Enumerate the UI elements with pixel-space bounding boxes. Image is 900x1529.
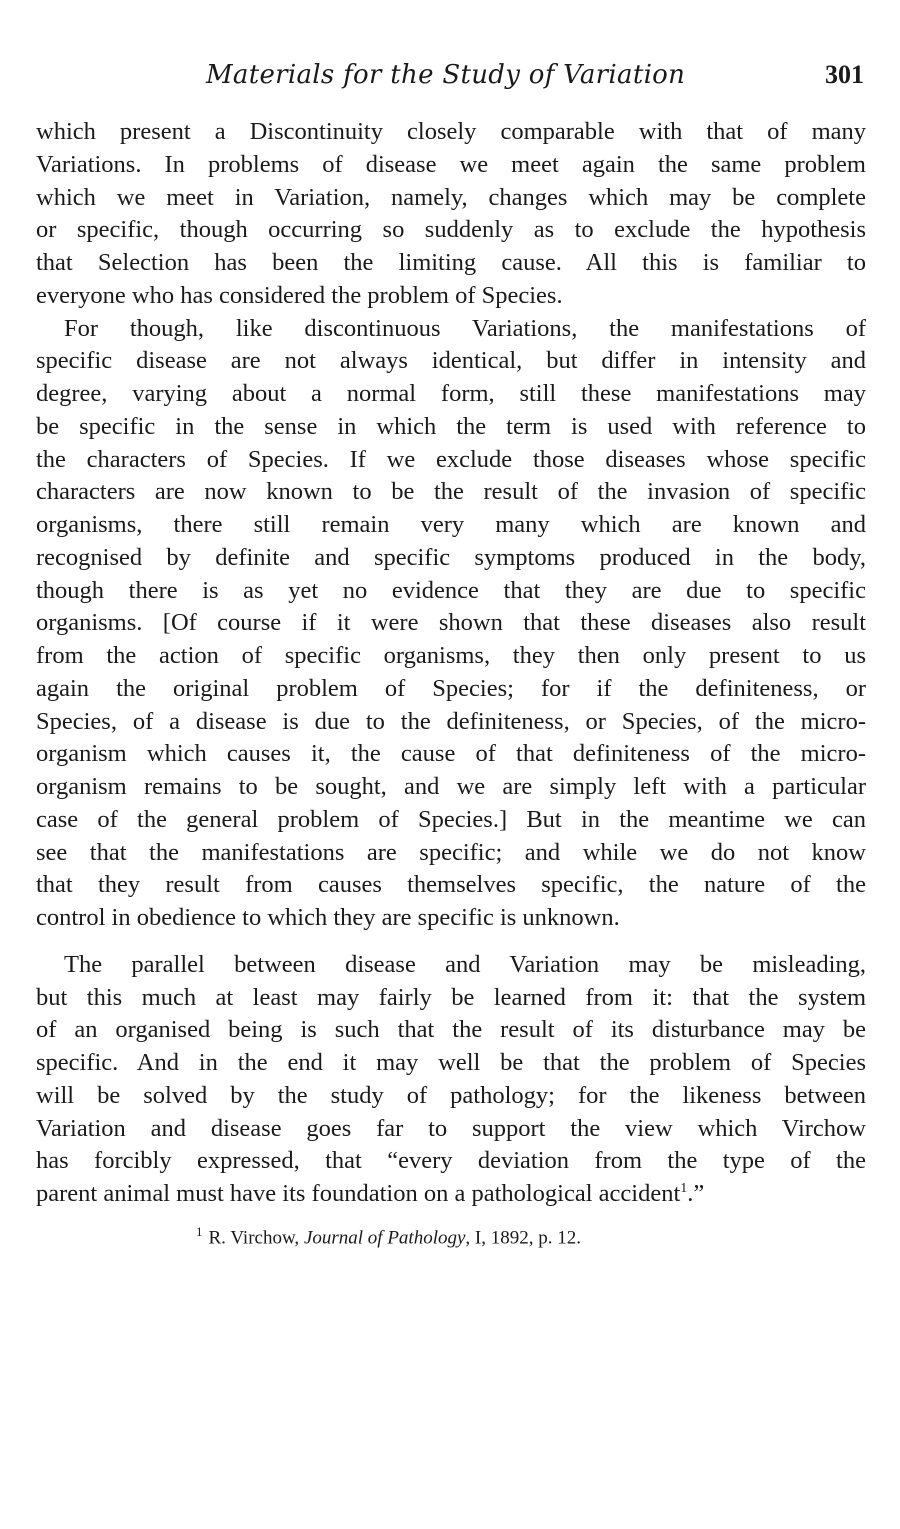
footnote-reference[interactable]: 1 — [680, 1180, 688, 1196]
text-line: control in obedience to which they are specific is unknown. — [36, 904, 620, 931]
text-line: organism which causes it, the cause of that definiteness of the micro- — [36, 740, 866, 768]
text-line: though there is as yet no evidence that they are due to specific — [36, 576, 866, 604]
text-line: that they result from causes themselves specific, the nature of the — [36, 871, 866, 899]
text-line: again the original problem of Species; for if the definiteness, or — [36, 674, 866, 702]
text-line: but this much at least may fairly be learned from it: that the system — [36, 983, 866, 1011]
text-line: Species, of a disease is due to the definiteness, or Species, of the micro- — [36, 707, 866, 735]
text-line: of an organised being is such that the result of its disturbance may be — [36, 1016, 866, 1044]
text-line: has forcibly expressed, that “every deviation from the type of the — [36, 1147, 866, 1175]
text-line: be specific in the sense in which the term is used with reference to — [36, 412, 866, 440]
footnote-mark: 1 — [196, 1223, 203, 1239]
text-line: degree, varying about a normal form, still these manifestations may — [36, 380, 866, 407]
text-line: the characters of Species. If we exclude those diseases whose specific — [36, 445, 866, 473]
text-line: Variation and disease goes far to support the view which Virchow — [36, 1114, 866, 1142]
text-line: The parallel between disease and Variation may be misleading, — [64, 950, 866, 978]
footnote-journal: Journal of Pathology — [303, 1227, 466, 1249]
text-line: case of the general problem of Species.] But in the meantime we can — [36, 805, 866, 833]
text-line: everyone who has considered the problem of Species. — [36, 281, 563, 309]
footnote — [36, 1219, 866, 1251]
text-line: specific. And in the end it may well be that the problem of Species — [36, 1049, 866, 1076]
text-line: Variations. In problems of disease we meet again the same problem — [36, 150, 866, 178]
footnote-author: R. Virchow, — [208, 1227, 304, 1249]
text-line: which we meet in Variation, namely, changes which may be complete — [36, 183, 866, 211]
page-number: 301 — [825, 60, 864, 89]
page-header — [36, 56, 866, 100]
closing-quote: .” — [687, 1180, 705, 1207]
text-line: or specific, though occurring so suddenly as to exclude the hypothesis — [36, 216, 866, 244]
text-line: parent animal must have its foundation on a pathological accident — [36, 1180, 681, 1207]
text-line: characters are now known to be the result of the invasion of specific — [36, 478, 866, 506]
text-line: specific disease are not always identical, but differ in intensity and — [36, 347, 866, 375]
text-line: recognised by definite and specific symptoms produced in the body, — [36, 543, 866, 571]
text-line: For though, like discontinuous Variations, the manifestations of — [64, 314, 866, 342]
text-line: organisms. [Of course if it were shown that these diseases also result — [36, 609, 866, 637]
text-line: which present a Discontinuity closely comparable with that of many — [36, 118, 866, 145]
book-page — [36, 56, 866, 1251]
paragraph-3 — [36, 949, 866, 1211]
paragraph-1 — [36, 116, 866, 313]
text-line: organism remains to be sought, and we are simply left with a particular — [36, 773, 866, 800]
paragraph-2 — [36, 313, 866, 935]
footnote-citation: , I, 1892, p. 12. — [465, 1227, 581, 1249]
text-line: that Selection has been the limiting cause. All this is familiar to — [36, 249, 866, 276]
text-line: organisms, there still remain very many which are known and — [36, 511, 866, 538]
text-line: see that the manifestations are specific; and while we do not know — [36, 838, 866, 866]
text-line: from the action of specific organisms, they then only present to us — [36, 642, 866, 669]
running-head: Materials for the Study of Variation — [206, 60, 686, 90]
text-line: will be solved by the study of pathology; for the likeness between — [36, 1081, 866, 1109]
text-line-final — [36, 1178, 866, 1211]
